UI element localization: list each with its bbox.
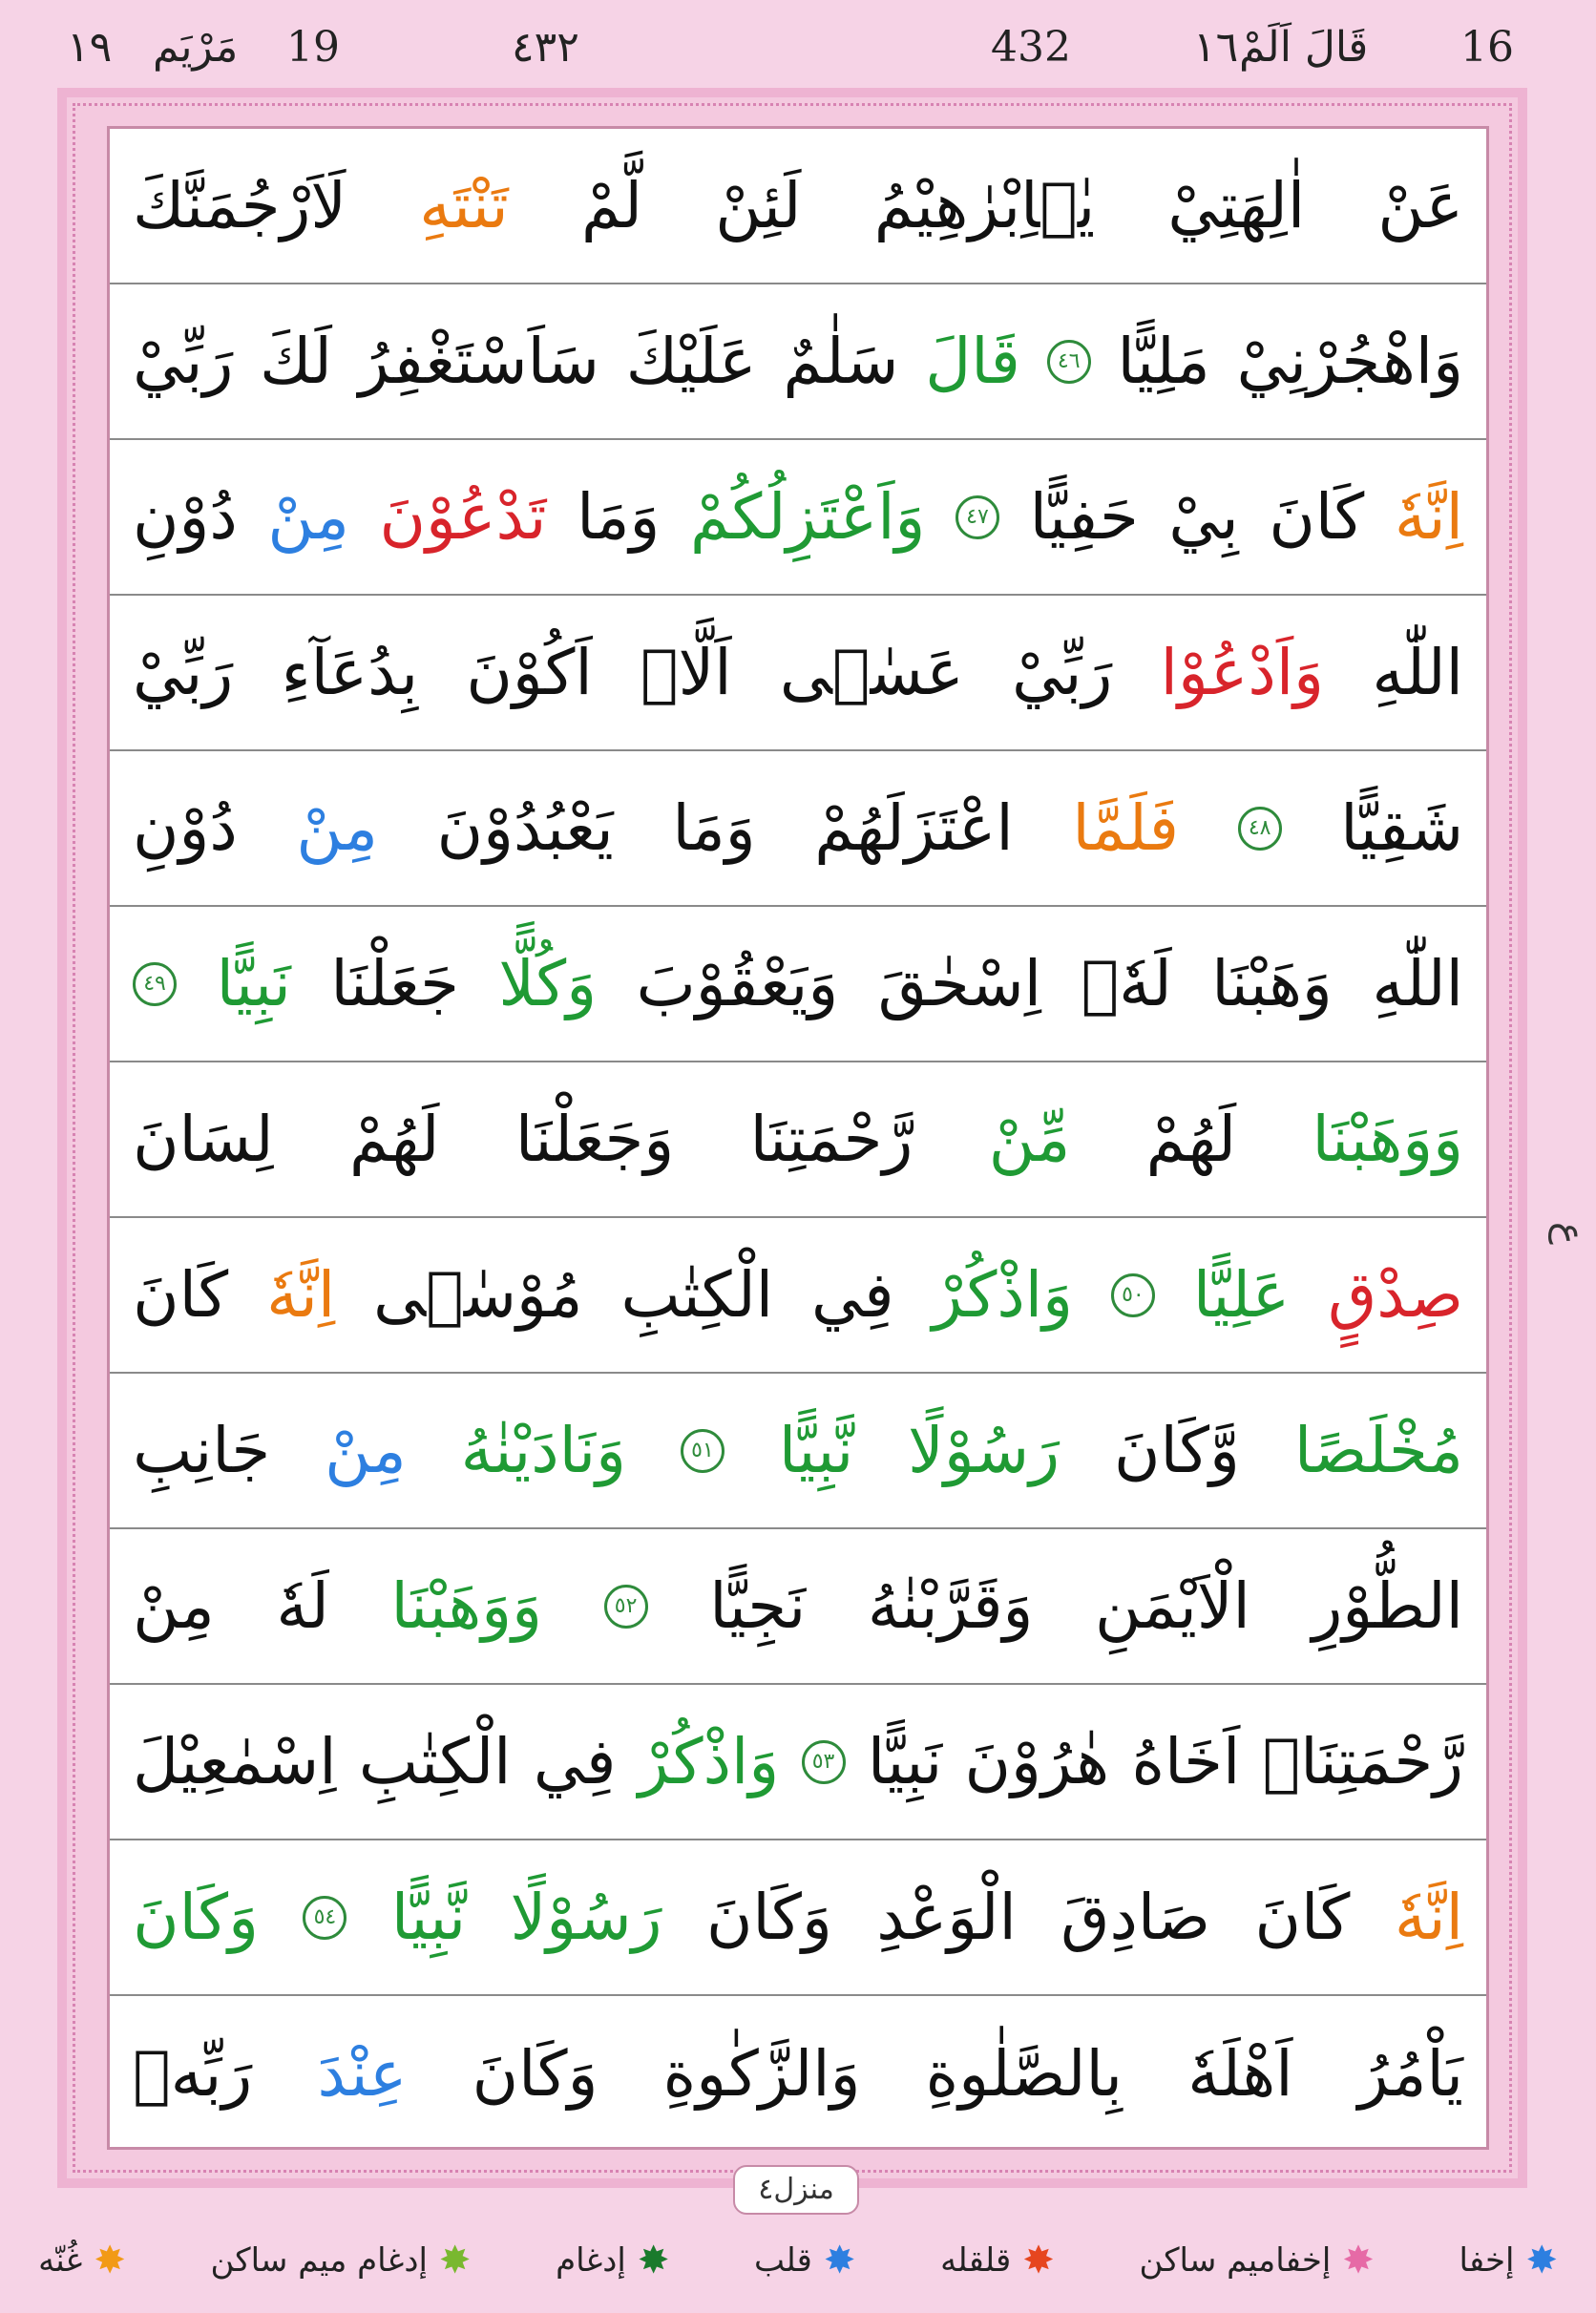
- legend-label: إدغام: [556, 2241, 626, 2280]
- ayah-marker: ٥٣: [802, 1740, 846, 1784]
- text-line: [110, 1218, 1486, 1374]
- word: صَادِقَ: [1060, 1881, 1211, 1954]
- text-line: [110, 1062, 1486, 1218]
- word: نَبِيًّا: [867, 1725, 943, 1798]
- word: لَهُمْ: [349, 1103, 440, 1176]
- word: اَلَّاۤ: [640, 636, 732, 709]
- word-highlight: مِنْ: [267, 480, 349, 554]
- legend-item: [940, 2239, 1055, 2282]
- word: لَئِنْ: [715, 169, 802, 242]
- word: دُوْنِ: [133, 791, 238, 865]
- word: اٰلِهَتِيْ: [1167, 169, 1306, 242]
- word-highlight: مِنْ: [325, 1414, 407, 1487]
- text-line: [110, 129, 1486, 284]
- ayah-marker: ٤٩: [133, 962, 177, 1006]
- ayah-marker: ٤٨: [1238, 807, 1282, 851]
- word: اللّٰهِ: [1372, 947, 1463, 1020]
- word: يَاْمُرُ: [1357, 2037, 1463, 2111]
- word: يَعْبُدُوْنَ: [436, 791, 614, 865]
- word: عَلَيْكَ: [625, 325, 757, 398]
- word: لَهٗ: [276, 1569, 329, 1643]
- star-icon: ✸: [1525, 2239, 1558, 2282]
- word: بِالصَّلٰوةِ: [925, 2037, 1124, 2111]
- star-icon: ✸: [1342, 2239, 1375, 2282]
- word: مَلِيًّا: [1117, 325, 1210, 398]
- word: وَمَا: [577, 480, 661, 554]
- word: فِي: [533, 1725, 617, 1798]
- word: وَاهْجُرْنِيْ: [1236, 325, 1463, 398]
- ayah-marker: ٥١: [681, 1429, 724, 1473]
- word: سَاَسْتَغْفِرُ: [358, 325, 599, 398]
- word: بِيْ: [1168, 480, 1239, 554]
- text-line: [110, 440, 1486, 596]
- word: شَقِيًّا: [1340, 791, 1463, 865]
- legend-label: قلب: [754, 2241, 812, 2280]
- word: مُوْسٰۤى: [373, 1258, 583, 1332]
- word: اَخَاهُ: [1131, 1725, 1241, 1798]
- legend-label: قلقله: [940, 2241, 1012, 2280]
- legend-item: [754, 2239, 855, 2282]
- word: اللّٰهِ: [1372, 636, 1463, 709]
- word-highlight: اِنَّهٗ: [1394, 1881, 1463, 1954]
- word: جَانِبِ: [133, 1414, 271, 1487]
- legend-item: [1459, 2239, 1558, 2282]
- ayah-marker: ٤٦: [1047, 340, 1091, 384]
- word-highlight: وَاذْكُرْ: [638, 1725, 780, 1798]
- word: وَيَعْقُوْبَ: [636, 947, 839, 1020]
- word: رَّحْمَتِنَا: [749, 1103, 914, 1176]
- word: جَعَلْنَا: [330, 947, 459, 1020]
- word: عَنْ: [1377, 169, 1463, 242]
- word: اَكُوْنَ: [466, 636, 593, 709]
- text-line: [110, 284, 1486, 440]
- word: اَهْلَهٗ: [1187, 2037, 1293, 2111]
- word: الْوَعْدِ: [876, 1881, 1017, 1954]
- word-highlight: نَبِيًّا: [216, 947, 291, 1020]
- word: وَكَانَ: [705, 1881, 832, 1954]
- word: اِسْحٰقَ: [877, 947, 1042, 1020]
- text-line: [110, 907, 1486, 1062]
- word: رَبِّيْ: [133, 636, 234, 709]
- juz-number: 16: [1460, 23, 1514, 72]
- legend-label: إدغام ميم ساكن: [210, 2241, 428, 2280]
- word: نَجِيًّا: [709, 1569, 807, 1643]
- word: لِسَانَ: [133, 1103, 274, 1176]
- star-icon: ✸: [94, 2239, 126, 2282]
- word: وَالزَّكٰوةِ: [662, 2037, 861, 2111]
- ayah-marker: ٤٧: [956, 495, 999, 539]
- star-icon: ✸: [823, 2239, 856, 2282]
- word: هٰرُوْنَ: [964, 1725, 1110, 1798]
- word: سَلٰمٌ: [783, 325, 899, 398]
- word-highlight: وَاَدْعُوْا: [1160, 636, 1325, 709]
- page-number-arabic: ٤٣٢: [512, 23, 579, 72]
- word-highlight: مِنْ: [296, 791, 378, 865]
- word-highlight: عَلِيًّا: [1192, 1258, 1291, 1332]
- word-highlight: مِّنْ: [988, 1103, 1071, 1176]
- word-highlight: نَّبِيًّا: [778, 1414, 854, 1487]
- word: مِنْ: [133, 1569, 215, 1643]
- word-highlight: رَسُوْلًا: [510, 1881, 662, 1954]
- word-highlight: وَاذْكُرْ: [932, 1258, 1073, 1332]
- ayah-marker: ٥٤: [303, 1896, 346, 1940]
- legend-label: إخفاميم ساكن: [1139, 2241, 1332, 2280]
- star-icon: ✸: [1022, 2239, 1055, 2282]
- legend-item: [1139, 2239, 1374, 2282]
- word-highlight: اِنَّهٗ: [266, 1258, 336, 1332]
- page-number: 432: [991, 23, 1071, 72]
- word: عَسٰۤى: [779, 636, 964, 709]
- word: لَّمْ: [580, 169, 643, 242]
- word: كَانَ: [1269, 480, 1365, 554]
- legend-item: [211, 2239, 472, 2282]
- word: رَبِّيْ: [133, 325, 234, 398]
- word: رَبِّهٖ: [133, 2037, 253, 2111]
- ruku-marker: ع: [1548, 1222, 1592, 1245]
- word: لَهٗۤ: [1081, 947, 1172, 1020]
- word-highlight: اِنَّهٗ: [1394, 480, 1463, 554]
- word: حَفِيًّا: [1029, 480, 1139, 554]
- word-highlight: عِنْدَ: [317, 2037, 408, 2111]
- star-icon: ✸: [438, 2239, 472, 2282]
- word: وَهَبْنَا: [1211, 947, 1333, 1020]
- manzil-label: منزل٤: [733, 2165, 859, 2215]
- word-highlight: تَدْعُوْنَ: [379, 480, 547, 554]
- word: دُوْنِ: [133, 480, 238, 554]
- word-highlight: رَسُوْلًا: [908, 1414, 1060, 1487]
- surah-arabic-number: ١٩: [67, 23, 113, 72]
- word: وَجَعَلْنَا: [514, 1103, 675, 1176]
- word: يٰۤاِبْرٰهِيْمُ: [873, 169, 1096, 242]
- word-highlight: وَنَادَيْنٰهُ: [460, 1414, 627, 1487]
- word-highlight: فَلَمَّا: [1072, 791, 1180, 865]
- word-highlight: صِدْقٍ: [1328, 1258, 1463, 1332]
- word-highlight: مُخْلَصًا: [1293, 1414, 1463, 1487]
- legend-item: [38, 2239, 126, 2282]
- word-highlight: نَّبِيًّا: [390, 1881, 467, 1954]
- text-line: [110, 751, 1486, 907]
- word: وَّكَانَ: [1114, 1414, 1240, 1487]
- legend-item: [556, 2239, 669, 2282]
- word: فِي: [811, 1258, 894, 1332]
- word: الْكِتٰبِ: [358, 1725, 512, 1798]
- word: وَقَرَّبْنٰهُ: [867, 1569, 1034, 1643]
- word-highlight: وَوَهَبْنَا: [1312, 1103, 1463, 1176]
- word: وَمَا: [672, 791, 756, 865]
- word: رَّحْمَتِنَاۤ: [1262, 1725, 1463, 1798]
- star-icon: ✸: [637, 2239, 670, 2282]
- juz-arabic-number: ١٦: [1193, 23, 1239, 72]
- word: وَكَانَ: [472, 2037, 598, 2111]
- surah-name: مَرْيَم: [153, 23, 239, 72]
- text-line: [110, 1840, 1486, 1996]
- tajweed-legend: [0, 2213, 1596, 2308]
- word-highlight: تَنْتَهِ: [419, 169, 509, 242]
- word-highlight: وَاَعْتَزِلُكُمْ: [690, 480, 926, 554]
- page-header: [0, 0, 1596, 88]
- legend-label: غُنّه: [38, 2241, 83, 2280]
- word: الْاَيْمَنِ: [1095, 1569, 1250, 1643]
- word: لَكَ: [260, 325, 332, 398]
- word: بِدُعَآءِ: [281, 636, 419, 709]
- text-frame: [107, 126, 1489, 2150]
- word: الْكِتٰبِ: [620, 1258, 774, 1332]
- text-line: [110, 1685, 1486, 1840]
- word: رَبِّيْ: [1012, 636, 1113, 709]
- legend-label: إخفا: [1459, 2241, 1515, 2280]
- word: اِسْمٰعِيْلَ: [133, 1725, 337, 1798]
- text-line: [110, 596, 1486, 751]
- word-highlight: وَوَهَبْنَا: [390, 1569, 542, 1643]
- word-highlight: قَالَ: [925, 325, 1020, 398]
- word: الطُّوْرِ: [1312, 1569, 1463, 1643]
- ayah-marker: ٥٠: [1111, 1273, 1155, 1317]
- text-line: [110, 1996, 1486, 2152]
- text-line: [110, 1374, 1486, 1529]
- word: كَانَ: [133, 1258, 229, 1332]
- word: كَانَ: [1254, 1881, 1351, 1954]
- ayah-marker: ٥٢: [604, 1585, 648, 1629]
- word: لَاَرْجُمَنَّكَ: [133, 169, 347, 242]
- word: لَهُمْ: [1145, 1103, 1237, 1176]
- text-line: [110, 1529, 1486, 1685]
- surah-number: 19: [286, 23, 340, 72]
- word: اعْتَزَلَهُمْ: [814, 791, 1014, 865]
- juz-name: قَالَ اَلَمْ: [1239, 23, 1369, 72]
- word-highlight: وَكُلًّا: [498, 947, 598, 1020]
- word-highlight: وَكَانَ: [133, 1881, 259, 1954]
